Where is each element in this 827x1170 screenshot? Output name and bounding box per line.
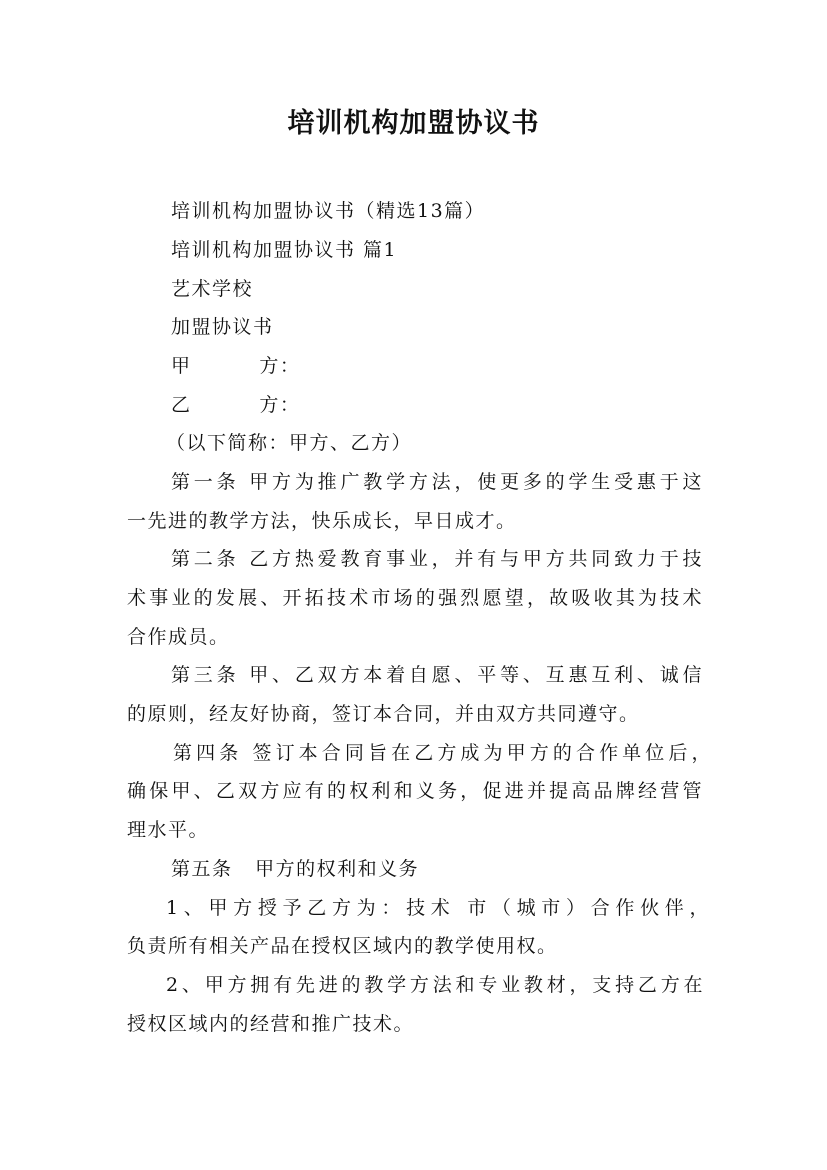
agreement-heading: 加盟协议书 — [171, 316, 274, 338]
abbreviation-line: （以下简称：甲方、乙方） — [166, 432, 413, 454]
school-line: 艺术学校 — [171, 278, 254, 300]
article-3-line-2: 的原则，经友好协商，签订本合同，并由双方共同遵守。 — [127, 703, 640, 725]
article-4-line-3: 理水平。 — [127, 819, 210, 841]
subtitle-line: 培训机构加盟协议书（精选13篇） — [171, 200, 486, 222]
article-2-line-2: 术事业的发展、开拓技术市场的强烈愿望，故吸收其为技术 — [127, 587, 703, 609]
party-b-line: 乙 方： — [171, 394, 301, 416]
document-title: 培训机构加盟协议书 — [287, 108, 540, 139]
article-5-heading: 第五条 甲方的权利和义务 — [171, 858, 420, 880]
article-4-line-2: 确保甲、乙双方应有的权利和义务，促进并提高品牌经营管 — [127, 780, 703, 802]
article-1-line-2: 一先进的教学方法，快乐成长，早日成才。 — [127, 510, 517, 532]
article-3-line-1: 第三条 甲、乙双方本着自愿、平等、互惠互利、诚信 — [171, 664, 703, 686]
article-4-line-1: 第四条 签订本合同旨在乙方成为甲方的合作单位后， — [173, 742, 712, 764]
article-2-line-3: 合作成员。 — [127, 626, 230, 648]
clause-2-line-2: 授权区域内的经营和推广技术。 — [127, 1013, 415, 1035]
clause-1-line-1: 1、甲方授予乙方为：技术 市（城市）合作伙伴， — [166, 897, 710, 919]
clause-1-line-2: 负责所有相关产品在授权区域内的教学使用权。 — [127, 935, 558, 957]
clause-2-line-1: 2、甲方拥有先进的教学方法和专业教材，支持乙方在 — [166, 974, 704, 996]
section-heading: 培训机构加盟协议书 篇1 — [171, 239, 398, 261]
party-a-line: 甲 方： — [171, 355, 301, 377]
article-2-line-1: 第二条 乙方热爱教育事业，并有与甲方共同致力于技 — [171, 548, 703, 570]
article-1-line-1: 第一条 甲方为推广教学方法，使更多的学生受惠于这 — [171, 471, 703, 493]
